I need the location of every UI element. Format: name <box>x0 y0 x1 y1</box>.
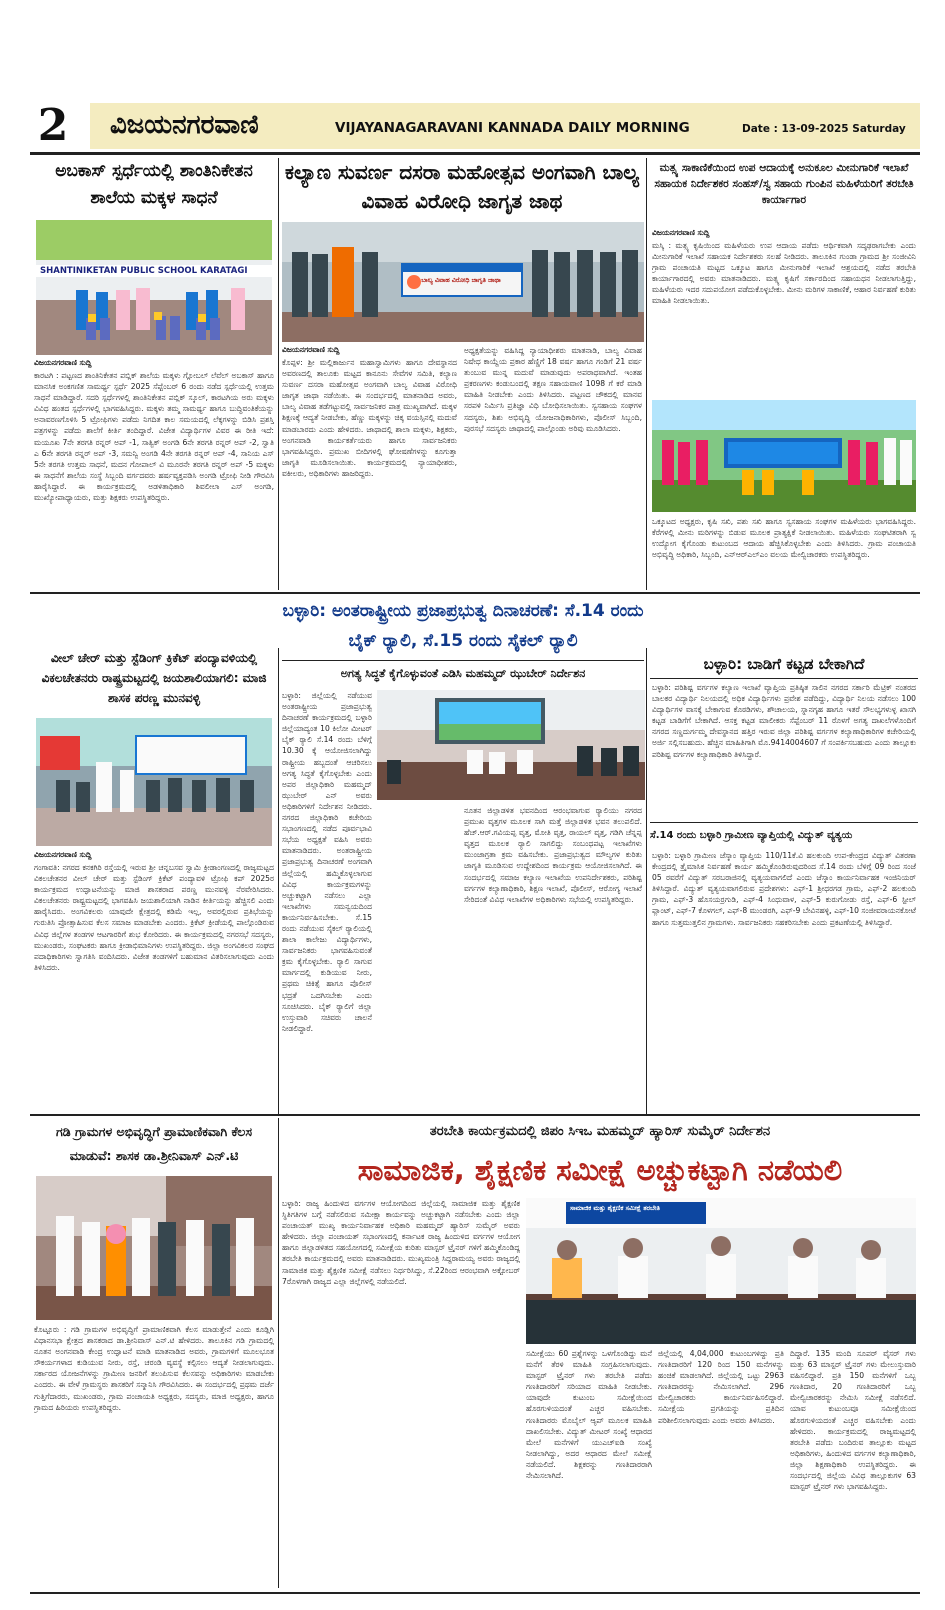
cricket-body: ಗಂಗಾವತಿ: ನಗರದ ಕನಕಗಿರಿ ರಸ್ತೆಯಲ್ಲಿ ಇರುವ ಶ್ರೀ ಚನ್ನಬಸವ ಸ್ವಾಮಿ ಕ್ರೀಡಾಂಗಣದಲ್ಲಿ ರಾಜ್ಯಮಟ್ಟದ ವಿಕಲಚೇತನರ ವೀಲ್ ಚೇರ್ ಮತ್ತು ಸ್ಟೆಡಿಂಗ್ ಕ್ರಿಕೆಟ್ ಪಂದ್ಯಾವಳಿ ಟ್ರೋಫಿ ಕಪ್ 2025ರ ಕಾರ್ಯಕ್ರಮದ ಉದ್ಘಾಟನೆಯನ್ನು ಮಾಜಿ ಶಾಸಕರಾದ ಪರಣ್ಣ ಮುನವಳ್ಳಿ ನೆರವೇರಿಸಿದರು. ವಿಕಲಚೇತನರು ರಾಷ್ಟ್ರಮಟ್ಟದಲ್ಲಿ ಭಾಗವಹಿಸಿ ಜಯಶಾಲಿಯಾಗಿ ನಾಡಿನ ಕೀರ್ತಿಯನ್ನು ಹೆಚ್ಚಿಸಲಿ ಎಂದು ಹಾರೈಸಿದರು. ಅಂಗವಿಕಲರು ಯಾವುದೇ ಕ್ಷೇತ್ರದಲ್ಲಿ ಕಡಿಮೆ ಇಲ್ಲ, ಅವರಲ್ಲಿರುವ ಪ್ರತಿಭೆಯನ್ನು ಗುರುತಿಸಿ ಪ್ರೋತ್ಸಾಹಿಸುವ ಕೆಲಸ ಸಮಾಜ ಮಾಡಬೇಕು ಎಂದರು. ಕ್ರಿಕೆಟ್ ಕ್ರೀಡೆಯಲ್ಲಿ ಪಾಲ್ಗೊಂಡಿರುವ ವಿವಿಧ ಜಿಲ್ಲೆಗಳ ತಂಡಗಳ ಆಟಗಾರರಿಗೆ ಶುಭ ಕೋರಿದರು. ಈ ಕಾರ್ಯಕ್ರಮದಲ್ಲಿ ನಗರಸಭೆ ಸದಸ್ಯರು, ಮುಖಂಡರು, ಸಂಘಟಕರು ಹಾಗೂ ಕ್ರೀಡಾಭಿಮಾನಿಗಳು ಉಪಸ್ಥಿತರಿದ್ದರು. ಜಿಲ್ಲಾ ಅಂಗವಿಕಲರ ಸಂಘದ ಪದಾಧಿಕಾರಿಗಳು ಸ್ವಾಗತಿಸಿ ವಂದಿಸಿದರು. ವಿಜೇತ ತಂಡಗಳಿಗೆ ಬಹುಮಾನ ವಿತರಿಸಲಾಗುವುದು ಎಂದು ತಿಳಿಸಿದರು. <box>34 863 274 972</box>
border-villages-body: ಕೊಟ್ಟೂರು : ಗಡಿ ಗ್ರಾಮಗಳ ಅಭಿವೃದ್ಧಿಗೆ ಪ್ರಾಮಾಣಿಕವಾಗಿ ಕೆಲಸ ಮಾಡುತ್ತೇನೆ ಎಂದು ಕೂಡ್ಲಿಗಿ ವಿಧಾನಸಭಾ ಕ್ಷೇತ್ರದ ಶಾಸಕರಾದ ಡಾ.ಶ್ರೀನಿವಾಸ್ ಎನ್.ಟಿ ಹೇಳಿದರು. ತಾಲೂಕಿನ ಗಡಿ ಗ್ರಾಮದಲ್ಲಿ ನೂತನ ಅಂಗನವಾಡಿ ಕೇಂದ್ರ ಉದ್ಘಾಟನೆ ಮಾಡಿ ಮಾತನಾಡಿದ ಅವರು, ಗ್ರಾಮಗಳಿಗೆ ಮೂಲಭೂತ ಸೌಕರ್ಯಗಳಾದ ಕುಡಿಯುವ ನೀರು, ರಸ್ತೆ, ಚರಂಡಿ ವ್ಯವಸ್ಥೆ ಕಲ್ಪಿಸಲು ಆದ್ಯತೆ ನೀಡಲಾಗುವುದು. ಸರ್ಕಾರದ ಯೋಜನೆಗಳನ್ನು ಗ್ರಾಮೀಣ ಜನರಿಗೆ ತಲುಪಿಸುವ ಕೆಲಸವನ್ನು ಅಧಿಕಾರಿಗಳು ಮಾಡಬೇಕು ಎಂದರು. ಈ ವೇಳೆ ಗ್ರಾಮಸ್ಥರು ಶಾಸಕರಿಗೆ ಸನ್ಮಾನಿಸಿ ಗೌರವಿಸಿದರು. ಈ ಸಂದರ್ಭದಲ್ಲಿ ಪ್ರಥಮ ದರ್ಜೆ ಗುತ್ತಿಗೆದಾರರು, ಮುಖಂಡರು, ಗ್ರಾಮ ಪಂಚಾಯತಿ ಅಧ್ಯಕ್ಷರು, ಸದಸ್ಯರು, ಮಾಜಿ ಅಧ್ಯಕ್ಷರು, ಹಾಗೂ ಗ್ರಾಮದ ಹಿರಿಯರು ಉಪಸ್ಥಿತರಿದ್ದರು. <box>34 1325 274 1412</box>
byline: ವಿಜಯನಗರವಾಣಿ ಸುದ್ದಿ <box>282 345 340 354</box>
cricket-headline: ವೀಲ್ ಚೇರ್ ಮತ್ತು ಸ್ಟೆಡಿಂಗ್ ಕ್ರಿಕೆಟ್ ಪಂದ್ಯಾವಳಿಯಲ್ಲಿ ವಿಕಲಚೇತನರು ರಾಷ್ಟ್ರಮಟ್ಟದಲ್ಲಿ ಜಯಶಾಲಿಯಾಗಲಿ: ಮಾಜಿ ಶಾಸಕ ಪರಣ್ಣ ಮುನವಳ್ಳಿ <box>41 651 267 705</box>
border-villages-headline: ಗಡಿ ಗ್ರಾಮಗಳ ಅಭಿವೃದ್ಧಿಗೆ ಪ್ರಾಮಾಣಿಕವಾಗಿ ಕೆಲಸ ಮಾಡುವೆ: ಶಾಸಕ ಡಾ.ಶ್ರೀನಿವಾಸ್ ಎನ್.ಟಿ <box>56 1124 252 1163</box>
democracy-subhead: ಅಗತ್ಯ ಸಿದ್ಧತೆ ಕೈಗೊಳ್ಳುವಂತೆ ಎಡಿಸಿ ಮಹಮ್ಮದ್ ಝುಬೇರ್ ನಿರ್ದೇಶನ <box>340 667 586 680</box>
democracy-body-right: ನೂತನ ಜಿಲ್ಲಾಡಳಿತ ಭವನದಿಂದ ಆರಂಭವಾಗುವ ರ‍್ಯಾಲಿಯು ನಗರದ ಪ್ರಮುಖ ವೃತ್ತಗಳ ಮೂಲಕ ಸಾಗಿ ಮತ್ತೆ ಜಿಲ್ಲಾಡಳಿತ ಭವನ ತಲುಪಲಿದೆ. ಹೆಚ್.ಆರ್.ಗವಿಯಪ್ಪ ವೃತ್ತ, ಮೋತಿ ವೃತ್ತ, ರಾಯಲ್ ವೃತ್ತ, ಗಡಿಗಿ ಚೆನ್ನಪ್ಪ ವೃತ್ತದ ಮೂಲಕ ರ‍್ಯಾಲಿ ಸಾಗಲಿದ್ದು ಸಂಬಂಧಪಟ್ಟ ಇಲಾಖೆಗಳು ಮುಂಜಾಗ್ರತಾ ಕ್ರಮ ವಹಿಸಬೇಕು. ಪ್ರಜಾಪ್ರಭುತ್ವದ ಮೌಲ್ಯಗಳ ಕುರಿತು ಜಾಗೃತಿ ಮೂಡಿಸುವ ಉದ್ದೇಶದಿಂದ ಕಾರ್ಯಕ್ರಮ ಆಯೋಜಿಸಲಾಗಿದೆ. ಈ ಸಂದರ್ಭದಲ್ಲಿ ಸಮಾಜ ಕಲ್ಯಾಣ ಇಲಾಖೆಯ ಉಪನಿರ್ದೇಶಕರು, ಪರಿಶಿಷ್ಟ ವರ್ಗಗಳ ಕಲ್ಯಾಣಾಧಿಕಾರಿ, ಶಿಕ್ಷಣ ಇಲಾಖೆ, ಪೊಲೀಸ್, ಆರೋಗ್ಯ ಇಲಾಖೆ ಸೇರಿದಂತೆ ವಿವಿಧ ಇಲಾಖೆಗಳ ಅಧಿಕಾರಿಗಳು ಸಭೆಯಲ್ಲಿ ಉಪಸ್ಥಿತರಿದ್ದರು. <box>464 806 642 904</box>
survey-body-col4: ದಿದ್ದಾರೆ. 135 ಮಂದಿ ಸೂಪರ್ ವೈಸರ್ ಗಳು ಮತ್ತು 63 ಮಾಸ್ಟರ್ ಟ್ರೈನರ್ ಗಳು ಮೇಲುಸ್ತುವಾರಿ ವಹಿಸಲಿದ್ದಾರೆ. ಪ್ರತಿ 150 ಮನೆಗಳಿಗೆ ಒಬ್ಬ ಗಣತಿದಾರ, 20 ಗಣತಿದಾರರಿಗೆ ಒಬ್ಬ ಮೇಲ್ವಿಚಾರಕರನ್ನು ನೇಮಿಸಿ ಸಮೀಕ್ಷೆ ನಡೆಸಲಿದೆ. ಯಾವ ಕುಟುಂಬವೂ ಸಮೀಕ್ಷೆಯಿಂದ ಹೊರಗುಳಿಯದಂತೆ ಎಚ್ಚರ ವಹಿಸಬೇಕು ಎಂದು ಹೇಳಿದರು. ಕಾರ್ಯಕ್ರಮದಲ್ಲಿ ರಾಜ್ಯಮಟ್ಟದಲ್ಲಿ ತರಬೇತಿ ಪಡೆದು ಬಂದಿರುವ ತಾಲ್ಲೂಕು ಮಟ್ಟದ ಅಧಿಕಾರಿಗಳು, ಹಿಂದುಳಿದ ವರ್ಗಗಳ ಕಲ್ಯಾಣಾಧಿಕಾರಿ, ಜಿಲ್ಲಾ ಶಿಕ್ಷಣಾಧಿಕಾರಿ ಉಪಸ್ಥಿತರಿದ್ದರು. ಈ ಸಂದರ್ಭದಲ್ಲಿ ಜಿಲ್ಲೆಯ ವಿವಿಧ ತಾಲ್ಲೂಕುಗಳ 63 ಮಾಸ್ಟರ್ ಟ್ರೈನರ್ ಗಳು ಭಾಗವಹಿಸಿದ್ದರು. <box>790 1349 916 1492</box>
fisheries-training-photo <box>652 400 916 512</box>
abacus-headline: ಅಬಕಾಸ್ ಸ್ಪರ್ಧೆಯಲ್ಲಿ ಶಾಂತಿನಿಕೇತನ ಶಾಲೆಯ ಮಕ್ಕಳ ಸಾಧನೆ <box>55 161 253 208</box>
byline: ವಿಜಯನಗರವಾಣಿ ಸುದ್ದಿ <box>34 850 92 859</box>
row-divider <box>30 592 920 594</box>
page-bottom-rule <box>30 1592 920 1594</box>
survey-headline: ಸಾಮಾಜಿಕ, ಶೈಕ್ಷಣಿಕ ಸಮೀಕ್ಷೆ ಅಚ್ಚುಕಟ್ಟಾಗಿ ನಡೆಯಲಿ <box>357 1153 843 1187</box>
fisheries-headline: ಮತ್ಸ್ಯ ಸಾಕಾಣಿಕೆಯಿಂದ ಉಪ ಆದಾಯಕ್ಕೆ ಅನುಕೂಲ ಮೀನುಗಾರಿಕೆ ಇಲಾಖೆ ಸಹಾಯಕ ನಿರ್ದೇಶಕರ ಸಂಹಸ್/ಸ್ವ ಸಹಾಯ ಗುಂಪಿನ ಮಹಿಳೆಯರಿಗೆ ತರಬೇತಿ ಕಾರ್ಯಾಗಾರ <box>654 162 914 206</box>
jatha-headline: ಕಲ್ಯಾಣ ಸುವರ್ಣ ದಸರಾ ಮಹೋತ್ಸವ ಅಂಗವಾಗಿ ಬಾಲ್ಯ ವಿವಾಹ ವಿರೋಧಿ ಜಾಗೃತ ಜಾಥ <box>284 160 639 213</box>
column-divider <box>646 648 647 1114</box>
rally-banner-text: ಬಾಲ್ಯ ವಿವಾಹ ವಿರೋಧಿ ಜಾಗೃತಿ ಜಾಥಾ <box>421 277 501 284</box>
survey-body-col2: ಸಮೀಕ್ಷೆಯು 60 ಪ್ರಶ್ನೆಗಳನ್ನು ಒಳಗೊಂಡಿದ್ದು ಮನೆ ಮನೆಗೆ ತೆರಳಿ ಮಾಹಿತಿ ಸಂಗ್ರಹಿಸಲಾಗುವುದು. ಮಾಸ್ಟರ್ ಟ್ರೈನರ್ ಗಳು ತರಬೇತಿ ಪಡೆದು ಗಣತಿದಾರರಿಗೆ ಸರಿಯಾದ ಮಾಹಿತಿ ನೀಡಬೇಕು. ಯಾವುದೇ ಕುಟುಂಬ ಸಮೀಕ್ಷೆಯಿಂದ ಹೊರಗುಳಿಯದಂತೆ ಎಚ್ಚರ ವಹಿಸಬೇಕು. ಗಣತಿದಾರರು ಮೊಬೈಲ್ ಆ್ಯಪ್ ಮೂಲಕ ಮಾಹಿತಿ ದಾಖಲಿಸಬೇಕು. ವಿದ್ಯುತ್ ಮೀಟರ್ ಸಂಖ್ಯೆ ಆಧಾರದ ಮೇಲೆ ಮನೆಗಳಿಗೆ ಯುಎಚ್ಐಡಿ ಸಂಖ್ಯೆ ನೀಡಲಾಗಿದ್ದು, ಅದರ ಆಧಾರದ ಮೇಲೆ ಸಮೀಕ್ಷೆ ನಡೆಯಲಿದೆ. ಶಿಕ್ಷಕರನ್ನು ಗಣತಿದಾರರಾಗಿ ನೇಮಿಸಲಾಗಿದೆ. <box>526 1349 652 1481</box>
school-students-photo <box>36 220 272 355</box>
survey-body-col3: ಜಿಲ್ಲೆಯಲ್ಲಿ 4,04,000 ಕುಟುಂಬಗಳಿದ್ದು ಪ್ರತಿ ಗಣತಿದಾರರಿಗೆ 120 ರಿಂದ 150 ಮನೆಗಳನ್ನು ಹಂಚಿಕೆ ಮಾಡಲಾಗಿದೆ. ಜಿಲ್ಲೆಯಲ್ಲಿ ಒಟ್ಟು 2963 ಗಣತಿದಾರರನ್ನು ನೇಮಿಸಲಾಗಿದೆ. 296 ಮೇಲ್ವಿಚಾರಕರು ಕಾರ್ಯನಿರ್ವಹಿಸಲಿದ್ದಾರೆ. ಸಮೀಕ್ಷೆಯ ಪ್ರಗತಿಯನ್ನು ಪ್ರತಿದಿನ ಪರಿಶೀಲಿಸಲಾಗುವುದು ಎಂದು ಅವರು ತಿಳಿಸಿದರು. <box>658 1349 784 1425</box>
masthead-title: ವಿಜಯನಗರವಾಣಿ <box>110 110 259 140</box>
democracy-headline: ಬಳ್ಳಾರಿ: ಅಂತರಾಷ್ಟ್ರೀಯ ಪ್ರಜಾಪ್ರಭುತ್ವ ದಿನಾಚರಣೆ: ಸೆ.14 ರಂದು ಬೈಕ್ ರ‍್ಯಾಲಿ, ಸೆ.15 ರಂದು ಸೈಕಲ್ ರ‍್ಯಾಲಿ <box>282 601 644 651</box>
masthead-date: Date : 13-09-2025 Saturday <box>742 123 906 135</box>
fisheries-body-top: ಮಸ್ಕಿ : ಮತ್ಸ್ಯ ಕೃಷಿಯಿಂದ ಮಹಿಳೆಯರು ಉಪ ಆದಾಯ ಪಡೆದು ಆರ್ಥಿಕವಾಗಿ ಸದೃಢರಾಗಬೇಕು ಎಂದು ಮೀನುಗಾರಿಕೆ ಇಲಾಖೆ ಸಹಾಯಕ ನಿರ್ದೇಶಕರು ಸಲಹೆ ನೀಡಿದರು. ತಾಲೂಕಿನ ಗುಂಡಾ ಗ್ರಾಮದ ಶ್ರೀ ಸಂಜೀವಿನಿ ಗ್ರಾಮ ಪಂಚಾಯತಿ ಮಟ್ಟದ ಒಕ್ಕೂಟ ಹಾಗೂ ಮೀನುಗಾರಿಕೆ ಇಲಾಖೆ ಆಶ್ರಯದಲ್ಲಿ ನಡೆದ ತರಬೇತಿ ಕಾರ್ಯಾಗಾರದಲ್ಲಿ ಅವರು ಮಾತನಾಡಿದರು. ಮತ್ಸ್ಯ ಕೃಷಿಗೆ ಸರ್ಕಾರದಿಂದ ಸಹಾಯಧನ ನೀಡಲಾಗುತ್ತಿದ್ದು, ಮಹಿಳೆಯರು ಇದರ ಸದುಪಯೋಗ ಪಡೆದುಕೊಳ್ಳಬೇಕು. ಮೀನು ಮರಿಗಳ ಸಾಕಾಣಿಕೆ, ಆಹಾರ ನಿರ್ವಹಣೆ ಕುರಿತು ಮಾಹಿತಿ ನೀಡಲಾಯಿತು. <box>652 241 916 306</box>
masthead-rule <box>30 152 920 155</box>
power-body: ಬಳ್ಳಾರಿ: ಬಳ್ಳಾರಿ ಗ್ರಾಮೀಣ ಜೆಸ್ಕಾಂ ವ್ಯಾಪ್ತಿಯ 110/11ಕೆ.ವಿ ಹಲಕುಂದಿ ಉಪ-ಕೇಂದ್ರದ ವಿದ್ಯುತ್ ವಿತರಣಾ ಕೇಂದ್ರದಲ್ಲಿ ತ್ರೈಮಾಸಿಕ ನಿರ್ವಹಣೆ ಕಾರ್ಯ ಹಮ್ಮಿಕೊಂಡಿರುವುದರಿಂದ ಸೆ.14 ರಂದು ಬೆಳಿಗ್ಗೆ 09 ರಿಂದ ಸಂಜೆ 05 ರವರೆಗೆ ವಿದ್ಯುತ್ ಸರಬರಾಜಿನಲ್ಲಿ ವ್ಯತ್ಯಯವಾಗಲಿದೆ ಎಂದು ಜೆಸ್ಕಾಂ ಕಾರ್ಯನಿರ್ವಾಹಕ ಇಂಜಿನಿಯರ್ ತಿಳಿಸಿದ್ದಾರೆ. ವಿದ್ಯುತ್ ವ್ಯತ್ಯಯವಾಗಲಿರುವ ಪ್ರದೇಶಗಳು: ಎಫ್-1 ಶ್ರೀಧರಗಡ ಗ್ರಾಮ, ಎಫ್-2 ಹಲಕುಂದಿ ಗ್ರಾಮ, ಎಫ್-3 ಹೊಸಯರ್ರಗುಡಿ, ಎಫ್-4 ಸಿಂಧುವಾಳ, ಎಫ್-5 ಕುರುಗೋಡು ರಸ್ತೆ, ಎಫ್-6 ಸ್ಟೀಲ್ ಪ್ಲಾಂಟ್, ಎಫ್-7 ಕೊಳಗಲ್, ಎಫ್-8 ಮುಂಡರಗಿ, ಎಫ್-9 ಬೇವಿನಹಳ್ಳಿ, ಎಫ್-10 ಸಂಜೀವರಾಯನಕೋಟೆ ಹಾಗೂ ಸುತ್ತಮುತ್ತಲಿನ ಗ್ರಾಮಗಳು. ಸಾರ್ವಜನಿಕರು ಸಹಕರಿಸಬೇಕು ಎಂದು ಪ್ರಕಟಣೆಯಲ್ಲಿ ತಿಳಿಸಿದ್ದಾರೆ. <box>652 851 916 927</box>
jatha-body-right: ಅಧ್ಯಕ್ಷತೆಯನ್ನು ವಹಿಸಿದ್ದ ನ್ಯಾಯಾಧೀಶರು ಮಾತನಾಡಿ, ಬಾಲ್ಯ ವಿವಾಹ ನಿಷೇಧ ಕಾಯ್ದೆಯ ಪ್ರಕಾರ ಹೆಣ್ಣಿಗೆ 18 ವರ್ಷ ಹಾಗೂ ಗಂಡಿಗೆ 21 ವರ್ಷ ತುಂಬುವ ಮುನ್ನ ಮದುವೆ ಮಾಡುವುದು ಅಪರಾಧವಾಗಿದೆ. ಇಂತಹ ಪ್ರಕರಣಗಳು ಕಂಡುಬಂದಲ್ಲಿ ತಕ್ಷಣ ಸಹಾಯವಾಣಿ 1098 ಗೆ ಕರೆ ಮಾಡಿ ಮಾಹಿತಿ ನೀಡಬೇಕು ಎಂದು ತಿಳಿಸಿದರು. ಪಟ್ಟಣದ ಚೌಕದಲ್ಲಿ ಮಾನವ ಸರಪಳಿ ನಿರ್ಮಿಸಿ ಪ್ರತಿಜ್ಞಾ ವಿಧಿ ಬೋಧಿಸಲಾಯಿತು. ಸ್ವಸಹಾಯ ಸಂಘಗಳ ಸದಸ್ಯರು, ಶಿಶು ಅಭಿವೃದ್ಧಿ ಯೋಜನಾಧಿಕಾರಿಗಳು, ಪೊಲೀಸ್ ಸಿಬ್ಬಂದಿ, ಪುರಸಭೆ ಸದಸ್ಯರು ಜಾಥಾದಲ್ಲಿ ಪಾಲ್ಗೊಂಡು ಅರಿವು ಮೂಡಿಸಿದರು. <box>464 346 642 433</box>
fisheries-body-bottom: ಒಕ್ಕೂಟದ ಅಧ್ಯಕ್ಷರು, ಕೃಷಿ ಸಖಿ, ಪಶು ಸಖಿ ಹಾಗೂ ಸ್ವಸಹಾಯ ಸಂಘಗಳ ಮಹಿಳೆಯರು ಭಾಗವಹಿಸಿದ್ದರು. ಕೆರೆಗಳಲ್ಲಿ ಮೀನು ಮರಿಗಳನ್ನು ಬಿಡುವ ಮೂಲಕ ಪ್ರಾತ್ಯಕ್ಷಿಕೆ ನೀಡಲಾಯಿತು. ಮಹಿಳೆಯರು ಸಂಘಟಿತರಾಗಿ ಸ್ವ ಉದ್ಯೋಗ ಕೈಗೊಂಡು ಕುಟುಂಬದ ಆದಾಯ ಹೆಚ್ಚಿಸಿಕೊಳ್ಳಬೇಕು ಎಂದು ತಿಳಿಸಿದರು. ಗ್ರಾಮ ಪಂಚಾಯತಿ ಅಭಿವೃದ್ಧಿ ಅಧಿಕಾರಿ, ಸಿಬ್ಬಂದಿ, ಎನ್‌ಆರ್‌ಎಲ್‌ಎಂ ವಲಯ ಮೇಲ್ವಿಚಾರಕರು ಉಪಸ್ಥಿತರಿದ್ದರು. <box>652 517 916 560</box>
mla-felicitation-photo <box>36 1176 272 1320</box>
subhead-rule <box>282 660 644 661</box>
survey-body-col1: ಬಳ್ಳಾರಿ: ರಾಜ್ಯ ಹಿಂದುಳಿದ ವರ್ಗಗಳ ಆಯೋಗದಿಂದ ಜಿಲ್ಲೆಯಲ್ಲಿ ಸಾಮಾಜಿಕ ಮತ್ತು ಶೈಕ್ಷಣಿಕ ಸ್ಥಿತಿಗತಿಗಳ ಬಗ್ಗೆ ನಡೆಸಲಿರುವ ಸಮೀಕ್ಷಾ ಕಾರ್ಯವನ್ನು ಅಚ್ಚುಕಟ್ಟಾಗಿ ನಡೆಸಬೇಕು ಎಂದು ಜಿಲ್ಲಾ ಪಂಚಾಯತ್ ಮುಖ್ಯ ಕಾರ್ಯನಿರ್ವಾಹಕ ಅಧಿಕಾರಿ ಮಹಮ್ಮದ್ ಹ್ಯಾರಿಸ್ ಸುಮೈರ್ ಅವರು ಹೇಳಿದರು. ಜಿಲ್ಲಾ ಪಂಚಾಯತ್ ಸಭಾಂಗಣದಲ್ಲಿ ಕರ್ನಾಟಕ ರಾಜ್ಯ ಹಿಂದುಳಿದ ವರ್ಗಗಳ ಆಯೋಗ ಹಾಗೂ ಜಿಲ್ಲಾಡಳಿತದ ಸಹಯೋಗದಲ್ಲಿ ಸಮೀಕ್ಷೆಯ ಕುರಿತು ಮಾಸ್ಟರ್ ಟ್ರೈನರ್ ಗಳಿಗೆ ಹಮ್ಮಿಕೊಂಡಿದ್ದ ತರಬೇತಿ ಕಾರ್ಯಕ್ರಮದಲ್ಲಿ ಅವರು ಮಾತನಾಡಿದರು. ಮುಖ್ಯಮಂತ್ರಿ ಸಿದ್ದರಾಮಯ್ಯ ಅವರು ರಾಜ್ಯದಲ್ಲಿ ಸಾಮಾಜಿಕ ಮತ್ತು ಶೈಕ್ಷಣಿಕ ಸಮೀಕ್ಷೆ ನಡೆಸಲು ನಿರ್ಧರಿಸಿದ್ದು, ಸೆ.22ರಿಂದ ಆರಂಭವಾಗಿ ಅಕ್ಟೋಬರ್ 7ರೊಳಗಾಗಿ ರಾಜ್ಯದ ಎಲ್ಲಾ ಜಿಲ್ಲೆಗಳಲ್ಲಿ ನಡೆಯಲಿದೆ. <box>282 1199 520 1286</box>
jatha-body-left: ಕೊಪ್ಪಳ: ಶ್ರೀ ಮಲ್ಲಿಕಾರ್ಜುನ ಮಹಾಸ್ವಾಮಿಗಳು ಹಾಗೂ ದೇವಸ್ಥಾನದ ಅವರಣದಲ್ಲಿ ತಾಲೂಕು ಮಟ್ಟದ ಕಾನೂನು ಸೇವೆಗಳ ಸಮಿತಿ, ಕಲ್ಯಾಣ ಸುವರ್ಣ ದಸರಾ ಮಹೋತ್ಸವ ಅಂಗವಾಗಿ ಬಾಲ್ಯ ವಿವಾಹ ವಿರೋಧಿ ಜಾಗೃತ ಜಾಥಾ ನಡೆಯಿತು. ಈ ಸಂದರ್ಭದಲ್ಲಿ ಮಾತನಾಡಿದ ಅವರು, ಬಾಲ್ಯ ವಿವಾಹ ತಡೆಗಟ್ಟುವಲ್ಲಿ ಸಾರ್ವಜನಿಕರ ಪಾತ್ರ ಮುಖ್ಯವಾಗಿದೆ. ಮಕ್ಕಳ ಶಿಕ್ಷಣಕ್ಕೆ ಆದ್ಯತೆ ನೀಡಬೇಕು, ಹೆಣ್ಣು ಮಕ್ಕಳನ್ನು ಚಿಕ್ಕ ವಯಸ್ಸಿನಲ್ಲಿ ಮದುವೆ ಮಾಡಬಾರದು ಎಂದು ಹೇಳಿದರು. ಜಾಥಾದಲ್ಲಿ ಶಾಲಾ ಮಕ್ಕಳು, ಶಿಕ್ಷಕರು, ಅಂಗನವಾಡಿ ಕಾರ್ಯಕರ್ತೆಯರು ಹಾಗೂ ಸಾರ್ವಜನಿಕರು ಭಾಗವಹಿಸಿದ್ದರು. ಪ್ರಮುಖ ಬೀದಿಗಳಲ್ಲಿ ಘೋಷಣೆಗಳನ್ನು ಕೂಗುತ್ತಾ ಜಾಗೃತಿ ಮೂಡಿಸಲಾಯಿತು. ಕಾರ್ಯಕ್ರಮದಲ್ಲಿ ನ್ಯಾಯಾಧೀಶರು, ವಕೀಲರು, ಅಧಿಕಾರಿಗಳು ಹಾಜರಿದ್ದರು. <box>282 358 457 478</box>
column-divider <box>278 1118 279 1588</box>
survey-training-photo <box>526 1198 916 1344</box>
page-number: 2 <box>37 100 69 151</box>
masthead-subtitle: VIJAYANAGARAVANI KANNADA DAILY MORNING <box>335 120 690 136</box>
column-divider <box>278 648 279 1114</box>
power-headline: ಸೆ.14 ರಂದು ಬಳ್ಳಾರಿ ಗ್ರಾಮೀಣ ವ್ಯಾಪ್ತಿಯಲ್ಲಿ ವಿದ್ಯುತ್ ವ್ಯತ್ಯಯ <box>650 830 853 841</box>
byline: ವಿಜಯನಗರವಾಣಿ ಸುದ್ದಿ <box>652 228 710 237</box>
abacus-body: ಕಾರಟಗಿ : ಪಟ್ಟಣದ ಶಾಂತಿನಿಕೇತನ ಪಬ್ಲಿಕ್ ಶಾಲೆಯ ಮಕ್ಕಳು ಗ್ಲೋಬಲ್ ಲೆವೆಲ್ ಅಬಕಾಸ್ ಹಾಗೂ ಮಾನಸಿಕ ಅಂಕಗಣಿತ ಸಾಮರ್ಥ್ಯ ಸ್ಪರ್ಧೆ 2025 ಸೆಪ್ಟೆಂಬರ್ 6 ರಂದು ನಡೆದ ಸ್ಪರ್ಧೆಯಲ್ಲಿ ಉತ್ತಮ ಸಾಧನೆ ಮಾಡಿದ್ದಾರೆ. ಸದರಿ ಸ್ಪರ್ಧೆಗಳಲ್ಲಿ ಶಾಂತಿನಿಕೇತನ ಪಬ್ಲಿಕ್ ಸ್ಕೂಲ್, ಕಾರಟಗಿಯ ಅರು ಮಕ್ಕಳು ವಿವಿಧ ಹಂತದ ಸ್ಪರ್ಧೆಗಳಲ್ಲಿ ಭಾಗವಹಿಸಿದ್ದರು. ಮಕ್ಕಳು ತಮ್ಮ ಸಾಮರ್ಥ್ಯ ಹಾಗೂ ಬುದ್ಧಿವಂತಿಕೆಯನ್ನು ಅನಾವರಣಗೊಳಿಸಿ 5 ಟ್ರೋಫಿಗಳು ಪಡೆದು ನಿಗದಿತ ಕಾಲ ಸಮಯದಲ್ಲಿ ಲೆಕ್ಕಗಳನ್ನು ಬಿಡಿಸಿ ಪ್ರಶಸ್ತಿ ಪತ್ರಗಳನ್ನು ಪಡೆದು ಶಾಲೆಗೆ ಕೀರ್ತಿ ತಂದಿದ್ದಾರೆ. ವಿಜೇತ ವಿದ್ಯಾರ್ಥಿಗಳ ವಿವರ ಈ ರೀತಿ ಇದೆ: ಮಯೂಖ 7ನೇ ತರಗತಿ ರನ್ನರ್ ಅಪ್ -1, ಸಾತ್ವಿಕ್ ಅಂಗಡಿ 6ನೇ ತರಗತಿ ರನ್ನರ್ ಅಪ್ -2, ಸ್ವಾತಿ ಎ 6ನೇ ತರಗತಿ ರನ್ನರ್ ಅಪ್ -3, ಸಮನ್ವಿ ಅಂಗಡಿ 4ನೇ ತರಗತಿ ರನ್ನರ್ ಅಪ್ -4, ಸಾನಿಯ ಎಸ್ 5ನೇ ತರಗತಿ ಉತ್ತಮ ಸಾಧನೆ, ಮದನ ಗೋಪಾಲ್ ವಿ ಮೂರನೇ ತರಗತಿ ರನ್ನರ್ ಅಪ್ -5 ಮಕ್ಕಳು ಈ ಸಾಧನೆಗೆ ಶಾಲೆಯ ಸಂಸ್ಥೆ ಸಿಬ್ಬಂದಿ ವರ್ಗದವರು ಹರ್ಷವ್ಯಕ್ತಪಡಿಸಿ ಅಂಗಡಿ ಟ್ರೋಫಿ ನೀಡಿ ಗೌರವಿಸಿ ಹಾರೈಸಿದ್ದಾರೆ. ಈ ಕಾರ್ಯಕ್ರಮದಲ್ಲಿ ಅಡಳಿತಾಧಿಕಾರಿ ಶಿವಲೀಲಾ ಎಸ್ ಅಂಗಡಿ, ಮುಖ್ಯೋಪಾಧ್ಯಾಯರು, ಮತ್ತು ಶಿಕ್ಷಕರು ಉಪಸ್ಥಿತರಿದ್ದರು. <box>34 371 274 503</box>
rent-body: ಬಳ್ಳಾರಿ: ಪರಿಶಿಷ್ಟ ವರ್ಗಗಳ ಕಲ್ಯಾಣ ಇಲಾಖೆ ವ್ಯಾಪ್ತಿಯ ಪ್ರತಿಷ್ಠಿತ ಸಾಲಿನ ನಗರದ ಸರ್ಕಾರಿ ಮೆಟ್ರಿಕ್ ನಂತರದ ಬಾಲಕರ ವಿದ್ಯಾರ್ಥಿ ನಿಲಯದಲ್ಲಿ ಅಧಿಕ ವಿದ್ಯಾರ್ಥಿಗಳು ಪ್ರವೇಶ ಪಡೆದಿದ್ದು, ವಿದ್ಯಾರ್ಥಿ ನಿಲಯ ನಡೆಸಲು 100 ವಿದ್ಯಾರ್ಥಿಗಳ ವಾಸಕ್ಕೆ ಬೇಕಾಗುವ ಕೊಠಡಿಗಳು, ಶೌಚಾಲಯ, ಸ್ನಾನಗೃಹ ಹಾಗೂ ಇತರೆ ಸೌಲಭ್ಯಗಳುಳ್ಳ ಖಾಸಗಿ ಕಟ್ಟಡ ಬಾಡಿಗೆಗೆ ಬೇಕಾಗಿದೆ. ಆಸಕ್ತ ಕಟ್ಟಡ ಮಾಲೀಕರು ಸೆಪ್ಟೆಂಬರ್ 11 ರೊಳಗೆ ಅಗತ್ಯ ದಾಖಲೆಗಳೊಂದಿಗೆ ನಗರದ ಸಣ್ಣದುರ್ಗಮ್ಮ ದೇವಸ್ಥಾನದ ಹತ್ತಿರ ಇರುವ ಜಿಲ್ಲಾ ಪರಿಶಿಷ್ಟ ವರ್ಗಗಳ ಕಲ್ಯಾಣಾಧಿಕಾರಿಗಳ ಕಚೇರಿಯಲ್ಲಿ ಅರ್ಜಿ ಸಲ್ಲಿಸಬಹುದು. ಹೆಚ್ಚಿನ ಮಾಹಿತಿಗಾಗಿ ಮೊ.9414004607 ಗೆ ಸಂಪರ್ಕಿಸಬಹುದು ಎಂದು ತಾಲ್ಲೂಕು ಪರಿಶಿಷ್ಟ ವರ್ಗಗಳ ಕಲ್ಯಾಣಾಧಿಕಾರಿ ತಿಳಿಸಿದ್ದಾರೆ. <box>652 683 916 759</box>
byline: ವಿಜಯನಗರವಾಣಿ ಸುದ್ದಿ <box>34 358 92 367</box>
column-divider <box>646 158 647 590</box>
school-sign: SHANTINIKETAN PUBLIC SCHOOL KARATAGI <box>40 266 248 276</box>
subhead-rule <box>650 678 918 679</box>
rent-headline: ಬಳ್ಳಾರಿ: ಬಾಡಿಗೆ ಕಟ್ಟಡ ಬೇಕಾಗಿದೆ <box>703 655 865 673</box>
column-divider <box>278 158 279 590</box>
row-divider <box>30 1114 920 1116</box>
democracy-body-left: ಬಳ್ಳಾರಿ: ಜಿಲ್ಲೆಯಲ್ಲಿ ನಡೆಯುವ ಅಂತರಾಷ್ಟ್ರೀಯ ಪ್ರಜಾಪ್ರಭುತ್ವ ದಿನಾಚರಣೆ ಕಾರ್ಯಕ್ರಮದಲ್ಲಿ ಬಳ್ಳಾರಿ ಜಿಲ್ಲೆಯಾದ್ಯಂತ 10 ಕಿಲೋ ಮೀಟರ್ ಬೈಕ್ ರ‍್ಯಾಲಿ ಸೆ.14 ರಂದು ಬೆಳಿಗ್ಗೆ 10.30 ಕ್ಕೆ ಆಯೋಜಿಸಲಾಗಿದ್ದು ರಾಷ್ಟ್ರೀಯ ಹಬ್ಬದಂತೆ ಆಚರಿಸಲು ಅಗತ್ಯ ಸಿದ್ಧತೆ ಕೈಗೊಳ್ಳಬೇಕು ಎಂದು ಅಪರ ಜಿಲ್ಲಾಧಿಕಾರಿ ಮಹಮ್ಮದ್ ಝುಬೇರ್ ಎನ್ ಅವರು ಅಧಿಕಾರಿಗಳಿಗೆ ನಿರ್ದೇಶನ ನೀಡಿದರು. ನಗರದ ಜಿಲ್ಲಾಧಿಕಾರಿ ಕಚೇರಿಯ ಸಭಾಂಗಣದಲ್ಲಿ ನಡೆದ ಪೂರ್ವಭಾವಿ ಸಭೆಯ ಅಧ್ಯಕ್ಷತೆ ವಹಿಸಿ ಅವರು ಮಾತನಾಡಿದರು. ಅಂತರಾಷ್ಟ್ರೀಯ ಪ್ರಜಾಪ್ರಭುತ್ವ ದಿನಾಚರಣೆ ಅಂಗವಾಗಿ ಜಿಲ್ಲೆಯಲ್ಲಿ ಹಮ್ಮಿಕೊಳ್ಳಲಾಗುವ ವಿವಿಧ ಕಾರ್ಯಕ್ರಮಗಳನ್ನು ಅಚ್ಚುಕಟ್ಟಾಗಿ ನಡೆಸಲು ಎಲ್ಲಾ ಇಲಾಖೆಗಳು ಸಮನ್ವಯದಿಂದ ಕಾರ್ಯನಿರ್ವಹಿಸಬೇಕು. ಸೆ.15 ರಂದು ನಡೆಯುವ ಸೈಕಲ್ ರ‍್ಯಾಲಿಯಲ್ಲಿ ಶಾಲಾ ಕಾಲೇಜು ವಿದ್ಯಾರ್ಥಿಗಳು, ಸಾರ್ವಜನಿಕರು ಭಾಗವಹಿಸುವಂತೆ ಕ್ರಮ ಕೈಗೊಳ್ಳಬೇಕು. ರ‍್ಯಾಲಿ ಸಾಗುವ ಮಾರ್ಗದಲ್ಲಿ ಕುಡಿಯುವ ನೀರು, ಪ್ರಥಮ ಚಿಕಿತ್ಸೆ ಹಾಗೂ ಪೊಲೀಸ್ ಭದ್ರತೆ ಒದಗಿಸಬೇಕು ಎಂದು ಸೂಚಿಸಿದರು. ಬೈಕ್ ರ‍್ಯಾಲಿಗೆ ಜಿಲ್ಲಾ ಉಸ್ತುವಾರಿ ಸಚಿವರು ಚಾಲನೆ ನೀಡಲಿದ್ದಾರೆ. <box>282 691 372 1033</box>
cricket-event-photo <box>36 718 272 846</box>
meeting-photo <box>377 690 645 800</box>
section-rule <box>650 822 918 823</box>
survey-kicker: ತರಬೇತಿ ಕಾರ್ಯಕ್ರಮದಲ್ಲಿ ಜಿಪಂ ಸಿಇಒ ಮಹಮ್ಮದ್ ಹ್ಯಾರಿಸ್ ಸುಮೈರ್ ನಿರ್ದೇಶನ <box>429 1124 771 1139</box>
training-banner-text: ಸಾಮಾಜಿಕ ಮತ್ತು ಶೈಕ್ಷಣಿಕ ಸಮೀಕ್ಷೆ ತರಬೇತಿ <box>570 1204 660 1212</box>
